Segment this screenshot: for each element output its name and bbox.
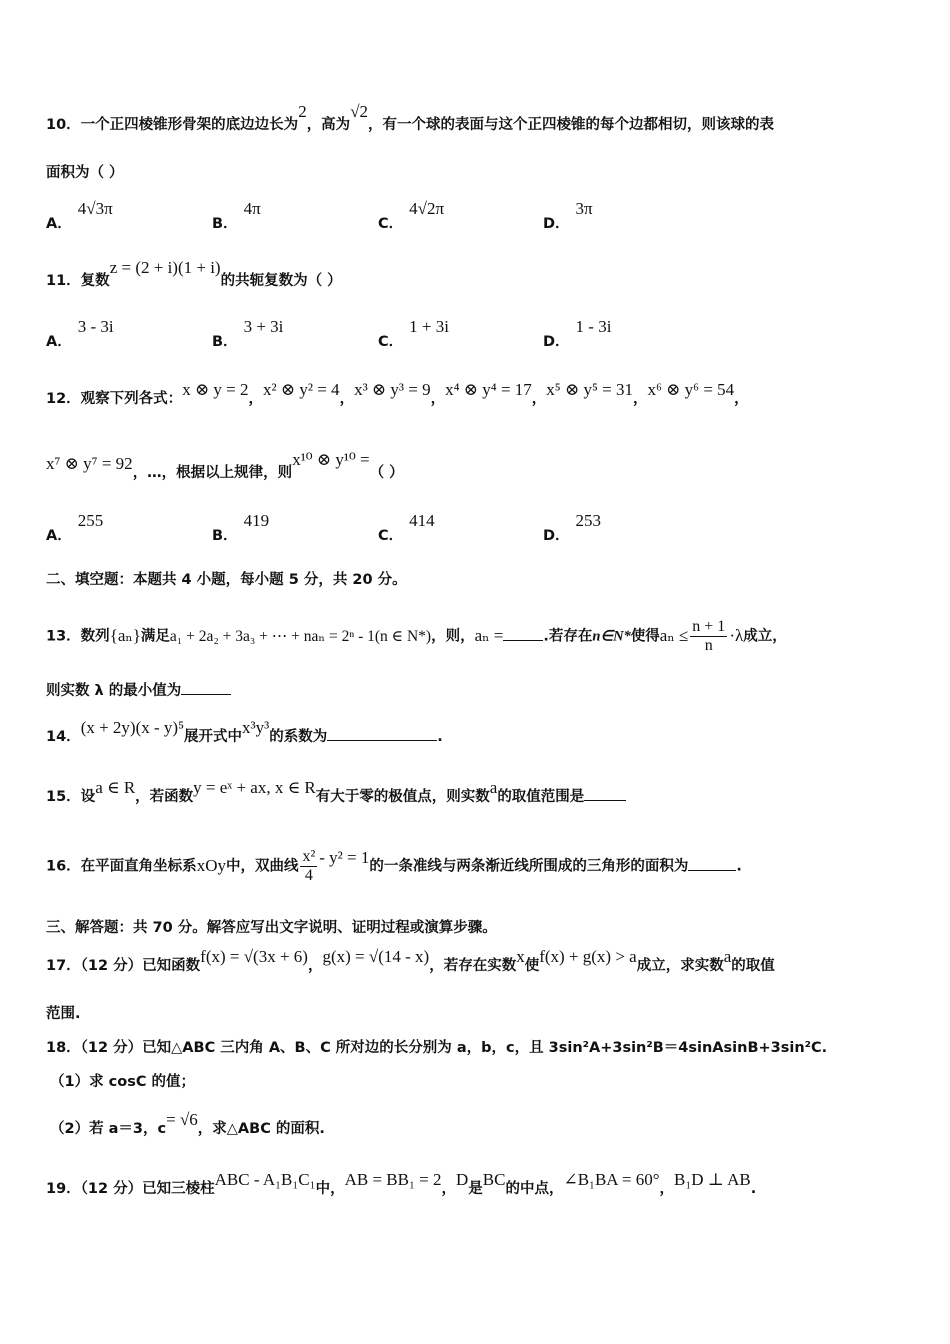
q15-answer-blank[interactable] [584, 786, 626, 801]
q11-stem: 11．复数z = (2 + i)(1 + i)的共轭复数为（ ） [46, 258, 342, 289]
section-solution-heading: 三、解答题：共 70 分。解答应写出文字说明、证明过程或演算步骤。 [46, 920, 497, 936]
q14-answer-blank[interactable] [327, 726, 437, 741]
q12-option-a[interactable]: A．255 [46, 511, 104, 544]
q19-stem: 19．（12 分）已知三棱柱ABC - A₁B₁C₁中，AB = BB₁ = 2，D是BC的中点，∠B₁BA = 60°，B₁D ⊥ AB. [46, 1170, 757, 1197]
q10-option-c[interactable]: C．4√2π [378, 199, 445, 232]
q15-stem: 15．设a ∈ R，若函数y = eˣ + ax, x ∈ R有大于零的极值点，则实数a的取值范围是 [46, 786, 910, 807]
q11-option-d[interactable]: D．1 - 3i [543, 317, 612, 350]
q11-option-c[interactable]: C．1 + 3i [378, 317, 449, 350]
q16-answer-blank[interactable] [688, 856, 736, 871]
q10-math-side: 2 [298, 102, 307, 121]
q13-answer-blank-1[interactable] [503, 626, 543, 641]
q11-math: z = (2 + i)(1 + i) [109, 258, 221, 277]
q12-eq2: x² ⊗ y² = 4 [263, 380, 340, 399]
q17-stem: 17．（12 分）已知函数f(x) = √(3x + 6)，g(x) = √(14 - x)，若存在实数x使f(x) + g(x) > a成立，求实数a的取值 [46, 947, 775, 974]
q13-stem-cont: 则实数 λ 的最小值为 [46, 680, 910, 701]
q12-eq4: x⁴ ⊗ y⁴ = 17 [445, 380, 532, 399]
q18-part-1: （1）求 cosC 的值； [50, 1074, 196, 1090]
q11-option-a[interactable]: A．3 - 3i [46, 317, 114, 350]
q10-option-a[interactable]: A．4√3π [46, 199, 113, 232]
q12-stem-cont: x⁷ ⊗ y⁷ = 92，…，根据以上规律，则x¹⁰ ⊗ y¹⁰ =（ ） [46, 450, 404, 481]
section-fill-in-heading: 二、填空题：本题共 4 小题，每小题 5 分，共 20 分。 [46, 572, 407, 588]
q12-option-d[interactable]: D．253 [543, 511, 602, 544]
q13-fraction: $\frac{n + 1}{n}$ [692, 618, 726, 654]
q10-stem: 10．一个正四棱锥形骨架的底边边长为2，高为√2，有一个球的表面与这个正四棱锥的每个边都相切，则该球的表 [46, 102, 775, 133]
q17-stem-cont: 范围. [46, 1006, 81, 1022]
q10-option-b[interactable]: B．4π [212, 199, 261, 232]
q12-eq5: x⁵ ⊗ y⁵ = 31 [546, 380, 633, 399]
q12-option-c[interactable]: C．414 [378, 511, 435, 544]
q12-option-b[interactable]: B．419 [212, 511, 270, 544]
q12-eq7: x⁷ ⊗ y⁷ = 92 [46, 454, 133, 473]
q12-eq3: x³ ⊗ y³ = 9 [354, 380, 431, 399]
q10-stem-cont: 面积为（ ） [46, 165, 124, 181]
q16-fraction: $\frac{\text{x²}}{4}$ [302, 848, 316, 884]
q11-option-b[interactable]: B．3 + 3i [212, 317, 284, 350]
q10-math-height: √2 [350, 102, 369, 121]
q12-eq6: x⁶ ⊗ y⁶ = 54 [647, 380, 735, 399]
q14-stem: 14．(x + 2y)(x - y)⁵展开式中x³y³的系数为 . [46, 718, 443, 745]
q13-stem: 13．数列{aₙ}满足a₁ + 2a₂ + 3a₃ + ⋯ + naₙ = 2ⁿ - 1(n ∈ N*)，则，aₙ = .若存在n∈N*使得aₙ ≤ $\frac{n + 1}{n}$ ·λ成立， [46, 618, 787, 654]
q16-stem: 16．在平面直角坐标系xOy中，双曲线 $\frac{\text{x²}}{4}$ - y² = 1的一条准线与两条渐近线所围成的三角形的面积为 . [46, 847, 742, 884]
q12-eq1: x ⊗ y = 2 [182, 380, 249, 399]
q10-option-d[interactable]: D．3π [543, 199, 593, 232]
q13-answer-blank-2[interactable] [181, 680, 231, 695]
q12-target: x¹⁰ ⊗ y¹⁰ = [292, 450, 370, 469]
q12-stem: 12．观察下列各式：x ⊗ y = 2，x² ⊗ y² = 4，x³ ⊗ y³ = 9，x⁴ ⊗ y⁴ = 17，x⁵ ⊗ y⁵ = 31，x⁶ ⊗ y⁶ = 54， [46, 380, 749, 407]
q18-stem: 18．（12 分）已知△ABC 三内角 A、B、C 所对边的长分别为 a，b，c，且 3sin²A+3sin²B＝4sinAsinB+3sin²C. [46, 1040, 828, 1056]
q18-part-2: （2）若 a＝3，c= √6，求△ABC 的面积. [50, 1110, 325, 1137]
